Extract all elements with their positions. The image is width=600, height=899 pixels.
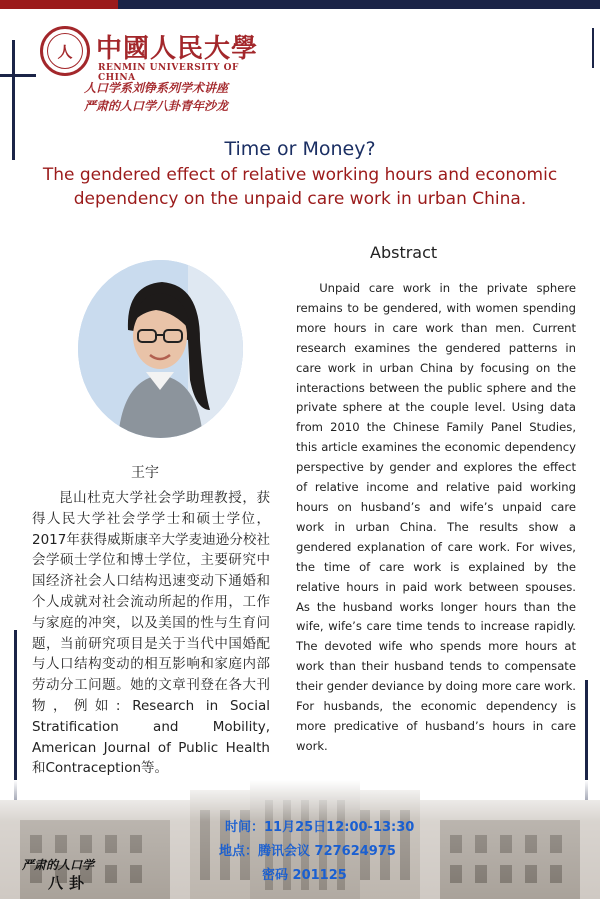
salon-brand-mark [22,856,104,894]
lecture-series-line-2: 严肃的人口学八卦青年沙龙 [84,99,229,113]
top-accent-bar-navy [118,0,600,9]
talk-title: Time or Money? [224,138,376,160]
salon-brand-line-2: 八卦 [48,874,91,892]
speaker-photo [78,260,243,438]
salon-brand-line-1: 严肃的人口学 [22,858,95,872]
abstract-text: Unpaid care work in the private sphere remains to be gendered, with women spending more hours in care work than men. Current research examines the gendered patterns in care work in urban China by focusing on the interactions between the public sphere and the private sphere at the couple level. Using data from 2010 the Chinese Family Panel Studies, this article examines the economic dependency perspective by gender and explores the effect of relative income and relative paid working hours on husband’s and wife’s unpaid care work in urban China. The results show a gendered explanation of care work. For wives, the time of care work is explained by the relative hours in paid work between spouses. As the husband works longer hours than the wife, wife’s care time tends to increase rapidly. The devoted wife who spends more hours at work than their husband tends to compensate their gender deviance by doing more care work. For husbands, the economic dependency is more predicative of husband’s hours in care work. [296,281,576,753]
university-logo-block [40,26,280,116]
speaker-portrait-icon [78,260,243,438]
university-name-cn: 中國人民大學 [96,34,259,64]
university-seal-icon [40,26,90,76]
event-time: 时间：11月25日12:00-13:30 [225,820,415,835]
event-place: 地点：腾讯会议 727624975 [219,844,396,859]
seal-glyph: 人 [47,33,83,69]
abstract-heading: Abstract [370,243,438,262]
decorative-line-bottom-left [14,630,17,800]
talk-subtitle: The gendered effect of relative working hours and economic dependency on the unpaid care work in urban China. [42,165,558,209]
top-accent-bar-red [0,0,118,9]
event-password: 密码 201125 [262,868,347,883]
decorative-cross-horizontal [0,74,36,77]
speaker-name: 王宇 [131,465,159,481]
abstract-body [296,279,576,757]
speaker-bio [32,488,270,779]
university-name-en: RENMIN UNIVERSITY OF CHINA [98,63,239,83]
lecture-series-line-1: 人口学系刘铮系列学术讲座 [84,81,229,95]
speaker-bio-text: 昆山杜克大学社会学助理教授，获得人民大学社会学学士和硕士学位，2017年获得威斯康辛大学麦迪逊分校社会学硕士学位和博士学位，主要研究中国经济社会人口结构迅速变动下通婚和个人成就对社会流动所起的作用，工作与家庭的冲突，以及美国的性与生育问题，当前研究项目是关于当代中国婚配与人口结构变动的相互影响和家庭内部劳动分工问题。她的文章刊登在各大刊物，例如: Research in Social Stratification and Mobility, American Journal of Public Health 和Contraception等。 [32,490,270,777]
decorative-line-top-right [592,28,594,68]
